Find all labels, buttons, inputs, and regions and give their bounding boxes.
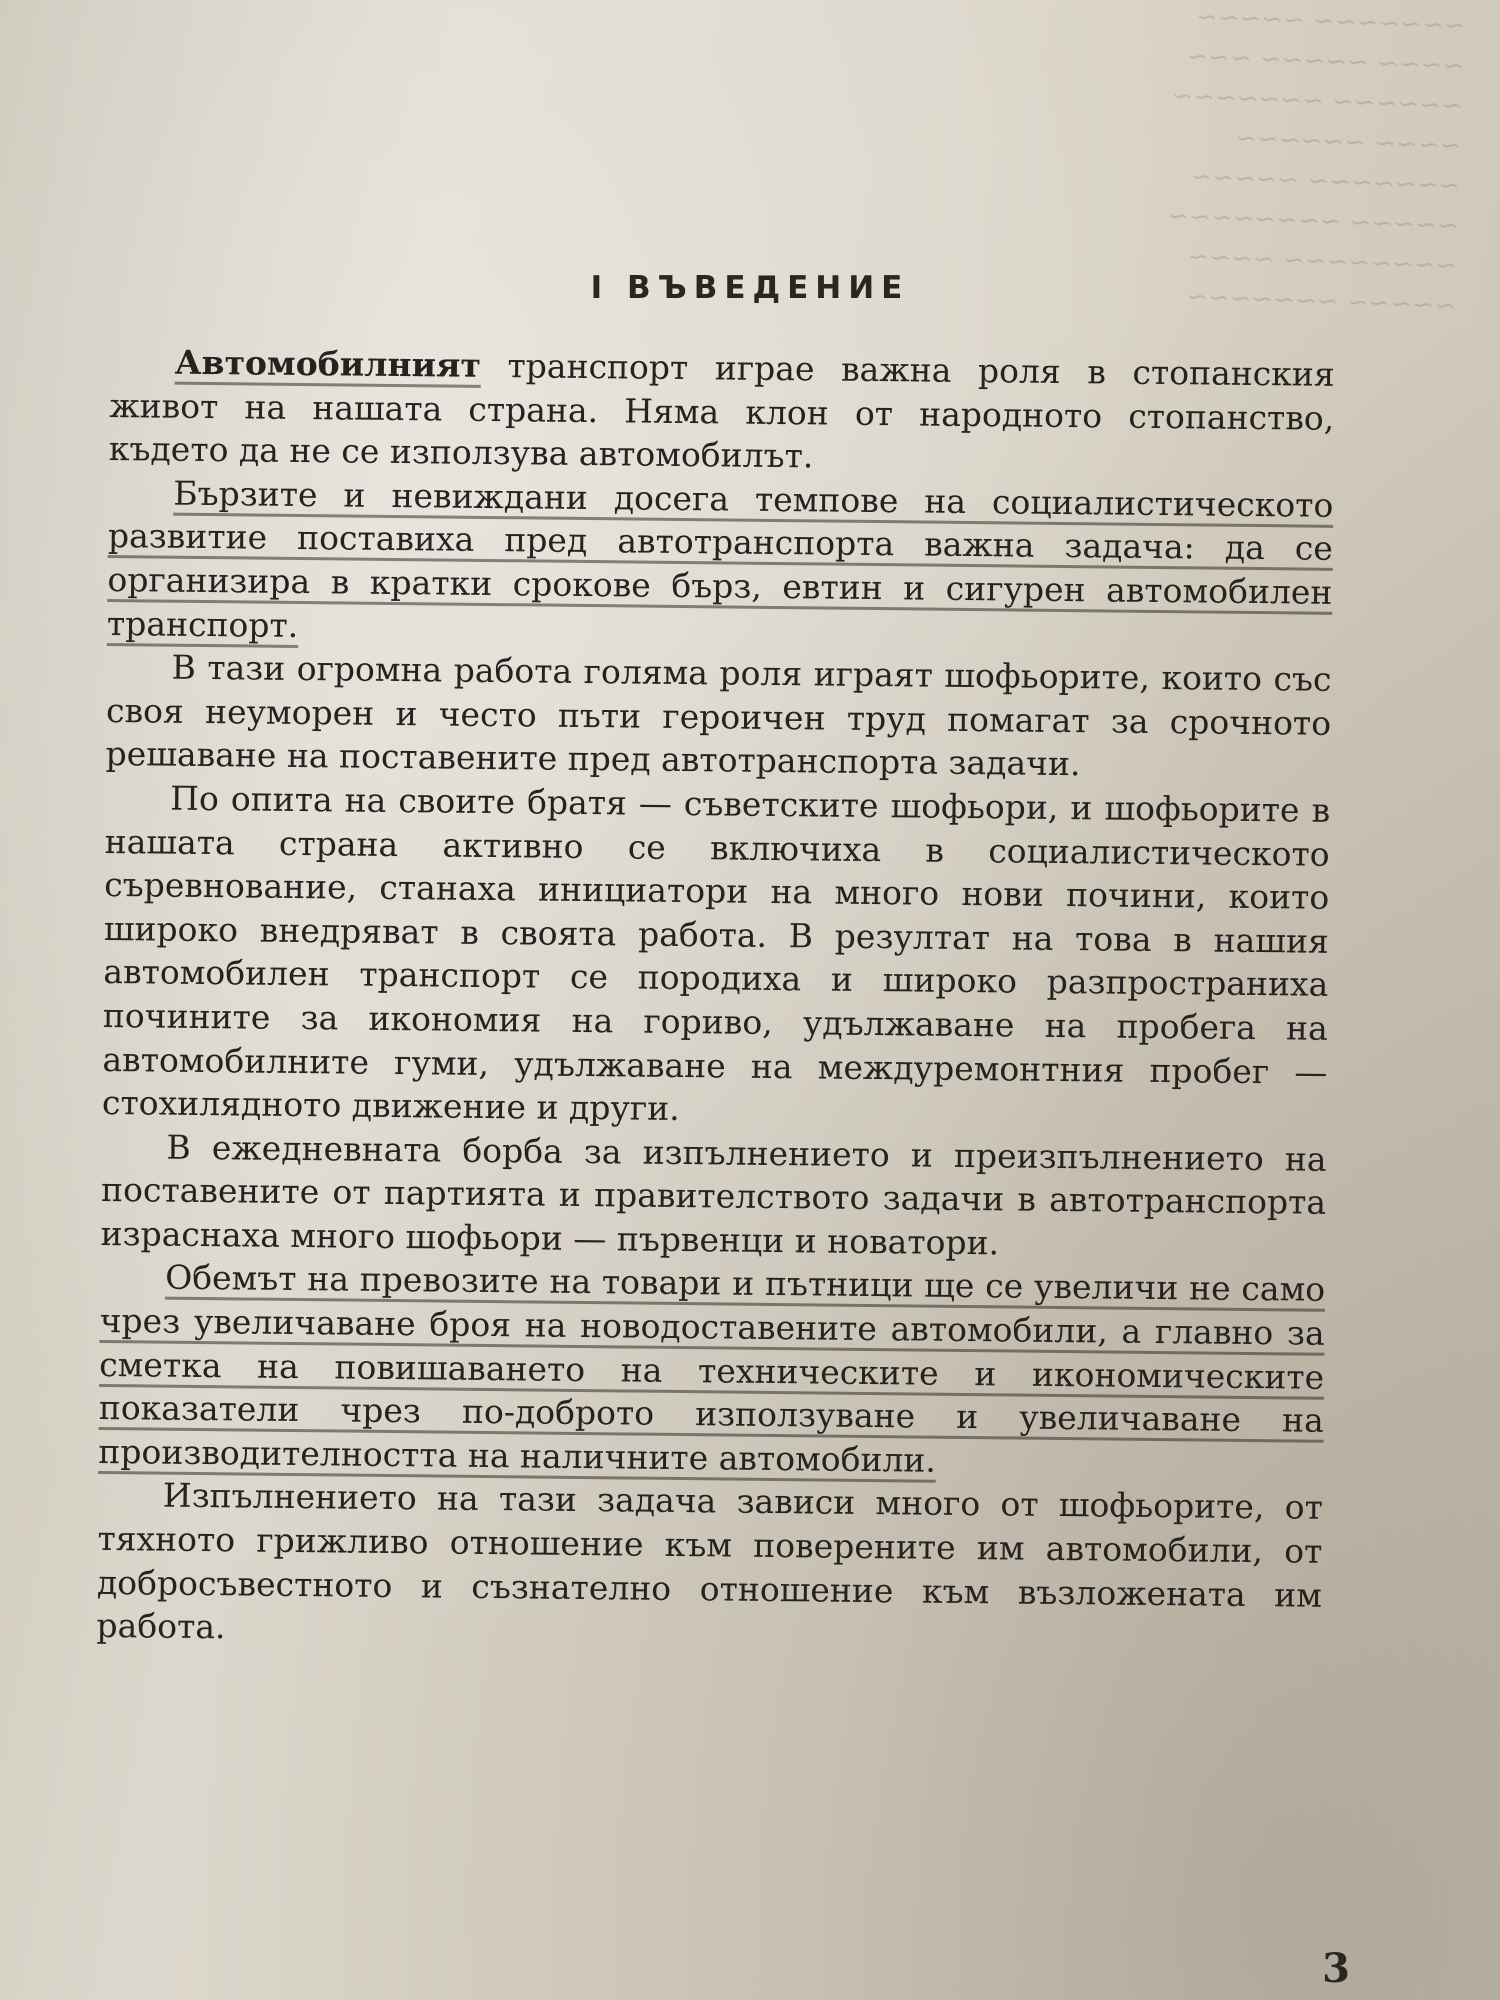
paragraph-3: В тази огромна работа голяма роля играят шофьорите, които със своя неуморен и често пъти героичен труд помагат за срочното решаване на поставените пред автотранспорта задачи. xyxy=(105,647,1332,784)
body-text xyxy=(96,340,1335,1661)
page-number: 3 xyxy=(1322,1945,1350,1992)
chapter-heading: I ВЪВЕДЕНИЕ xyxy=(590,270,910,306)
paragraph-1 xyxy=(109,340,1335,484)
paragraph-6: Обемът на превозите на товари и пътници ще се увеличи не само чрез увеличаване броя на новодоставените автомобили, а главно за сметка на повишаването на техническите и икономическите показатели чрез по-доброто използуване и увеличаване на производителността на наличните автомобили. xyxy=(98,1258,1326,1480)
bleed-through-text: ~~~~~~~ ~~~~~ ~~~~ ~~~~~ ~~~ ~~~~~~ ~~~~~~~ ~~~~ ~~~~~~ ~~~~~~~ ~~~~~ ~~~~~ ~~~~~~~~ ~~~~~~~~ ~~~~ ~~~~~ ~~~~~~~ xyxy=(1166,1,1466,322)
paragraph-7: Изпълнението на тази задача зависи много от шофьорите, от тяхното грижливо отношение към поверените им автомобили, от добросъвестното и съзнателно отношение към възложената им работа. xyxy=(96,1476,1324,1647)
lead-word: Автомобилният xyxy=(174,342,482,385)
paragraph-1-text: транспорт играе важна роля в стопанския живот на нашата страна. Няма клон от народното стопанство, където да не се използува автомобилът. xyxy=(108,345,1335,476)
paragraph-5: В ежедневната борба за изпълнението и преизпълнението на поставените от партията и правителството задачи в автотранспорта израснаха много шофьори — първенци и новатори. xyxy=(100,1127,1327,1263)
paragraph-4: По опита на своите братя — съветските шофьори, и шофьорите в нашата страна активно се включиха в социалистическото съревнование, станаха инициатори на много нови почини, които широко внедряват в своята работа. В резултат на това в нашия автомобилен транспорт се породиха и широко разпространиха почините за икономия на гориво, удължаване на пробега на автомобилните гуми, удължаване на междуремонтния пробег — стохилядното движение и други. xyxy=(101,778,1331,1129)
paragraph-2: Бързите и невиждани досега темпове на социалистическото развитие поставиха пред автотранспорта важна задача: да се организира в кратки срокове бърз, евтин и сигурен автомобилен транспорт. xyxy=(106,473,1334,645)
